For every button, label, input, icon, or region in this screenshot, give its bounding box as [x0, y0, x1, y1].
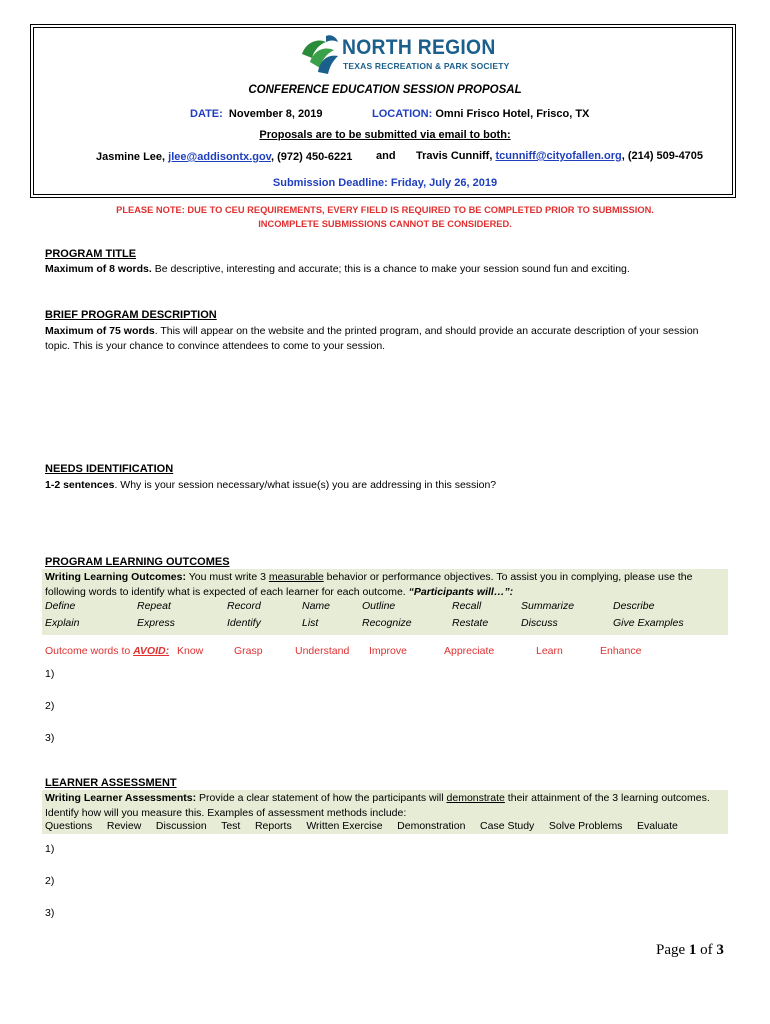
verb-word: Identify [227, 617, 261, 629]
verb-word: Outline [362, 600, 396, 612]
verb-word: Describe [613, 600, 655, 612]
assessment-method: Review [106, 820, 142, 832]
verb-word: Repeat [137, 600, 171, 612]
outcome-item-3[interactable]: 3) [45, 732, 55, 744]
program-title-heading: PROGRAM TITLE [45, 248, 137, 260]
brief-description-text: . This will appear on the website and the printed program, and should provide an accurate description of your session topic. This is your chance to convince attendees to come to your session. [45, 325, 699, 352]
assessment-method: Case Study [480, 820, 535, 832]
submission-deadline: Submission Deadline: Friday, July 26, 2019 [272, 177, 498, 189]
date-value: November 8, 2019 [228, 108, 323, 120]
assessment-method: Reports [254, 820, 292, 832]
verb-word: Explain [45, 617, 80, 629]
verb-word: List [302, 617, 319, 629]
avoid-label [45, 645, 169, 657]
avoid-word-item: Improve [369, 645, 407, 657]
assessment-method: Discussion [155, 820, 207, 832]
outcome-item-2[interactable]: 2) [45, 700, 55, 712]
and-text: and [376, 150, 396, 162]
contact-2-email-link[interactable]: tcunniff@cityofallen.org [495, 150, 622, 162]
assessment-intro-b: their attainment of the 3 learning outcomes. Identify how will you measure this. Examples of assessment methods include: [45, 792, 710, 819]
conference-title: CONFERENCE EDUCATION SESSION PROPOSAL [248, 84, 522, 96]
avoid-word-item: Enhance [600, 645, 642, 657]
verb-word: Define [45, 600, 76, 612]
program-title-text: Be descriptive, interesting and accurate; this is a chance to make your session sound fun and exciting. [151, 263, 630, 275]
outcomes-intro-a: You must write 3 [185, 571, 269, 583]
avoid-word: AVOID: [133, 645, 170, 657]
needs-bold: 1-2 sentences [45, 479, 115, 491]
page-of: of [696, 942, 717, 958]
logo-title: NORTH REGION [342, 36, 496, 59]
date-line [190, 108, 322, 120]
outcomes-intro-bold: Writing Learning Outcomes: [45, 571, 186, 583]
location-value: Omni Frisco Hotel, Frisco, TX [435, 108, 590, 120]
page-prefix: Page [656, 942, 689, 958]
avoid-word-item: Understand [295, 645, 350, 657]
avoid-label-text: Outcome words to [45, 645, 134, 657]
verb-word: Summarize [521, 600, 575, 612]
location-label: LOCATION: [372, 108, 433, 120]
verb-word: Discuss [521, 617, 558, 629]
avoid-word-item: Grasp [234, 645, 263, 657]
outcomes-intro-underline: measurable [268, 571, 324, 583]
program-title-instructions [45, 262, 735, 277]
logo-subtitle: TEXAS RECREATION & PARK SOCIETY [343, 61, 510, 71]
date-label: DATE: [190, 108, 223, 120]
page-current: 1 [688, 942, 697, 958]
assessment-method: Test [221, 820, 241, 832]
brief-description-bold: Maximum of 75 words [45, 325, 155, 337]
assessment-method: Questions [45, 820, 93, 832]
contact-2 [416, 150, 703, 162]
assessment-method: Evaluate [637, 820, 678, 832]
assessment-item-1[interactable]: 1) [45, 843, 55, 855]
outcomes-intro [45, 570, 705, 600]
page-total: 3 [716, 942, 724, 958]
assessment-item-2[interactable]: 2) [45, 875, 55, 887]
assessment-method: Demonstration [397, 820, 466, 832]
assessment-intro-underline: demonstrate [446, 792, 505, 804]
needs-identification-instructions [45, 478, 496, 493]
outcomes-intro-quote: “Participants will…”: [408, 586, 514, 598]
assessment-method: Solve Problems [548, 820, 623, 832]
verb-word: Recognize [362, 617, 412, 629]
assessment-item-3[interactable]: 3) [45, 907, 55, 919]
verb-word: Recall [452, 600, 482, 612]
notice-line-1: PLEASE NOTE: DUE TO CEU REQUIREMENTS, EVERY FIELD IS REQUIRED TO BE COMPLETED PRIOR TO SUBMISSION. [116, 205, 654, 215]
page-number [656, 942, 724, 959]
learner-assessment-heading: LEARNER ASSESSMENT [45, 777, 177, 789]
contact-1-name: Jasmine Lee, [96, 151, 169, 163]
program-title-bold: Maximum of 8 words. [45, 263, 152, 275]
contact-2-name: Travis Cunniff, [416, 150, 496, 162]
assessment-intro-bold: Writing Learner Assessments: [45, 792, 197, 804]
learning-outcomes-heading: PROGRAM LEARNING OUTCOMES [45, 556, 230, 568]
verb-word: Express [137, 617, 175, 629]
contact-2-phone: , (214) 509-4705 [621, 150, 704, 162]
proposals-line: Proposals are to be submitted via email to both: [259, 129, 511, 141]
outcome-item-1[interactable]: 1) [45, 668, 55, 680]
contact-1 [96, 151, 352, 163]
avoid-word-item: Learn [536, 645, 563, 657]
needs-text: . Why is your session necessary/what issue(s) you are addressing in this session? [114, 479, 497, 491]
outcomes-intro-b: behavior or performance objectives. To assist you in complying, please use the following words to identify what is expected of each learner for each outcome. [45, 571, 693, 598]
assessment-intro [45, 791, 720, 821]
verb-word: Name [302, 600, 331, 612]
needs-identification-heading: NEEDS IDENTIFICATION [45, 463, 174, 475]
location-line [372, 108, 589, 120]
verb-word: Record [227, 600, 261, 612]
assessment-intro-a: Provide a clear statement of how the participants will [196, 792, 447, 804]
contact-1-email-link[interactable]: jlee@addisontx.gov [168, 151, 271, 163]
brief-description-heading: BRIEF PROGRAM DESCRIPTION [45, 309, 217, 321]
notice-line-2: INCOMPLETE SUBMISSIONS CANNOT BE CONSIDERED. [258, 219, 512, 229]
verb-word: Give Examples [613, 617, 684, 629]
contact-1-phone: , (972) 450-6221 [270, 151, 353, 163]
assessment-methods [45, 819, 678, 834]
avoid-word-item: Appreciate [444, 645, 495, 657]
brief-description-instructions [45, 324, 710, 354]
avoid-word-item: Know [177, 645, 204, 657]
assessment-method: Written Exercise [306, 820, 383, 832]
verb-word: Restate [452, 617, 489, 629]
